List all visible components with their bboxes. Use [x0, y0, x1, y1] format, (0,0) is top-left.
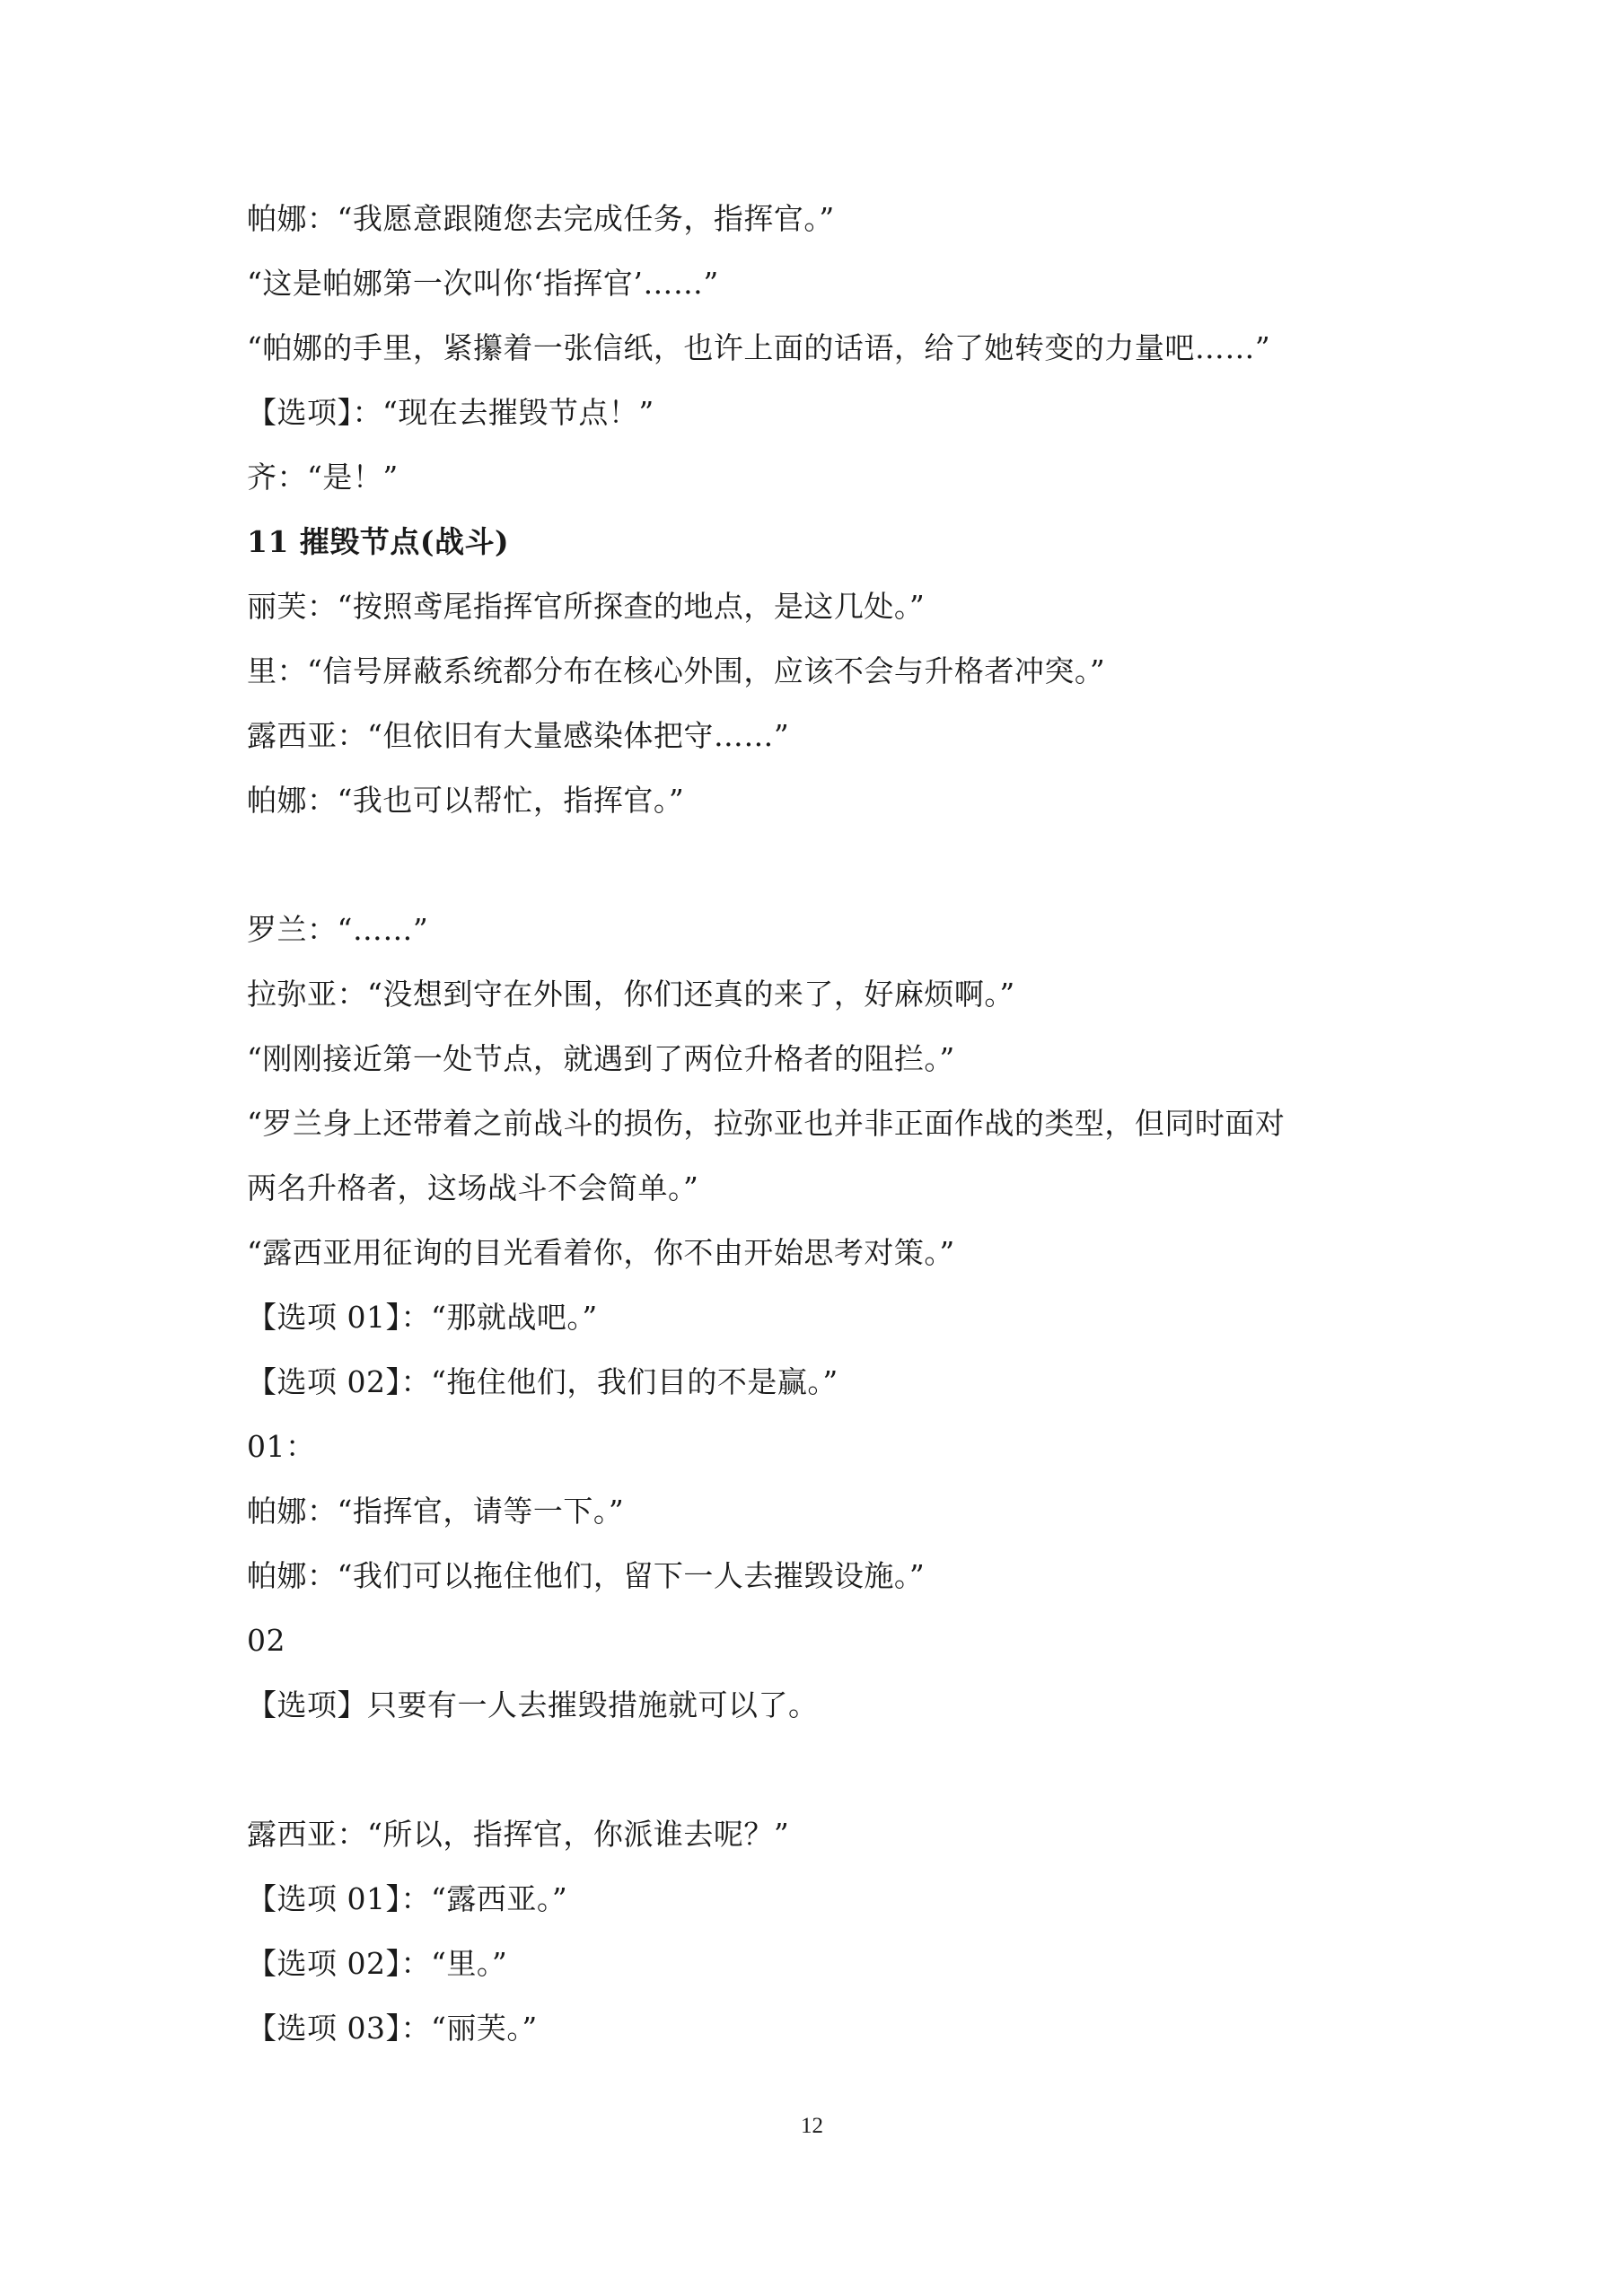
text-line: 丽芙：“按照鸢尾指挥官所探查的地点，是这几处。” — [247, 589, 926, 624]
text-line: 帕娜：“我愿意跟随您去完成任务，指挥官。” — [247, 201, 835, 236]
text-line: 【选项 02】：“里。” — [247, 1946, 508, 1981]
text-line: 齐：“是！” — [247, 460, 399, 495]
blank-line — [247, 849, 1396, 881]
text-line: “这是帕娜第一次叫你‘指挥官’……” — [247, 266, 719, 301]
text-line: “罗兰身上还带着之前战斗的损伤，拉弥亚也并非正面作战的类型，但同时面对 — [247, 1106, 1286, 1141]
text-line: “露西亚用征询的目光看着你，你不由开始思考对策。” — [247, 1235, 955, 1270]
text-line: 【选项 03】：“丽芙。” — [247, 2011, 538, 2046]
text-line: 帕娜：“指挥官，请等一下。” — [247, 1494, 625, 1529]
page-number: 12 — [801, 2114, 823, 2138]
text-line: “帕娜的手里，紧攥着一张信纸，也许上面的话语，给了她转变的力量吧……” — [247, 330, 1271, 365]
text-line: 帕娜：“我们可以拖住他们，留下一人去摧毁设施。” — [247, 1558, 926, 1593]
text-line: 01： — [247, 1429, 316, 1464]
text-line: 拉弥亚：“没想到守在外围，你们还真的来了，好麻烦啊。” — [247, 977, 1015, 1012]
text-line: 两名升格者，这场战斗不会简单。” — [247, 1170, 699, 1205]
text-line: 罗兰：“……” — [247, 912, 429, 947]
text-line: 【选项】：“现在去摧毁节点！” — [247, 395, 654, 430]
text-line: 【选项】只要有一人去摧毁措施就可以了。 — [247, 1687, 819, 1722]
text-line: 02 — [247, 1623, 285, 1658]
text-line: 露西亚：“所以，指挥官，你派谁去呢？” — [247, 1817, 790, 1852]
text-line: 【选项 01】：“露西亚。” — [247, 1881, 568, 1916]
text-line: 露西亚：“但依旧有大量感染体把守……” — [247, 718, 790, 753]
text-line: 帕娜：“我也可以帮忙，指挥官。” — [247, 783, 685, 818]
text-line: 【选项 01】：“那就战吧。” — [247, 1300, 598, 1335]
document-body — [247, 203, 1396, 2077]
text-line: 里：“信号屏蔽系统都分布在核心外围，应该不会与升格者冲突。” — [247, 653, 1106, 688]
section-heading: 11 摧毁节点(战斗) — [247, 524, 510, 559]
blank-line — [247, 1754, 1396, 1786]
text-line: “刚刚接近第一处节点，就遇到了两位升格者的阻拦。” — [247, 1041, 955, 1076]
text-line: 【选项 02】：“拖住他们，我们目的不是赢。” — [247, 1364, 838, 1399]
